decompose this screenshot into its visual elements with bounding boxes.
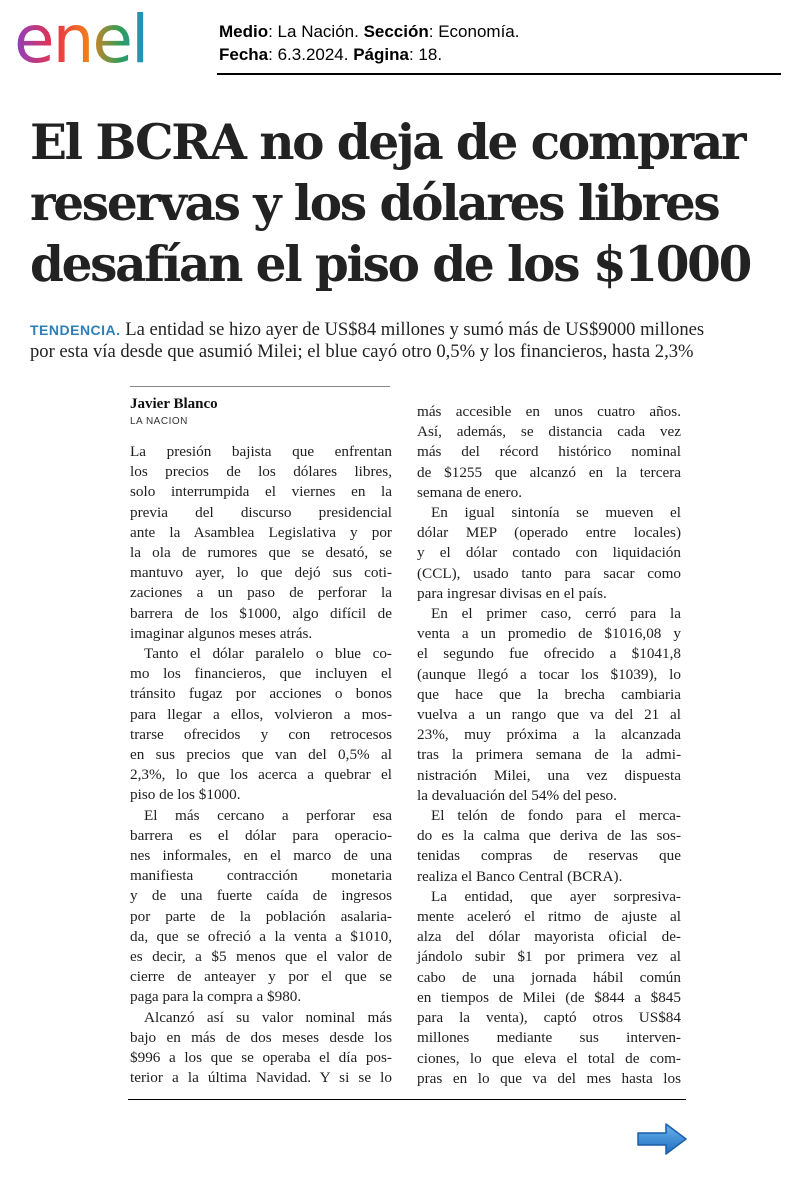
body-line: previa del discurso presidencial	[130, 503, 392, 521]
seccion-value: : Economía.	[428, 22, 520, 41]
body-line: y de una fuerte caída de ingresos	[130, 887, 392, 905]
body-line: en sus precios que van del 0,5% al	[130, 746, 392, 764]
article-deck	[30, 319, 790, 362]
body-line: $996 a los que se operaba el día pos-	[130, 1049, 392, 1067]
body-line: que hace que la brecha cambiaria	[417, 685, 681, 703]
body-line: nes informales, en el marco de una	[130, 847, 392, 865]
body-line: (CCL), usado tanto para sacar como	[417, 564, 681, 582]
body-line: tras la primera semana de la admi-	[417, 746, 681, 764]
medio-value: : La Nación.	[268, 22, 364, 41]
body-line: 2,3%, lo que los acerca a quebrar el	[130, 766, 392, 784]
body-line: piso de los $1000.	[130, 786, 241, 804]
body-line: de $1255 que alcanzó en la tercera	[417, 463, 681, 481]
body-line: Así, además, se distancia cada vez	[417, 423, 681, 441]
body-line: mo los financieros, que incluyen el	[130, 665, 392, 683]
body-line: (aunque llegó a tocar los $1039), lo	[417, 665, 681, 683]
body-line: venta a un promedio de $1016,08 y	[417, 625, 681, 643]
deck-line: por esta vía desde que asumió Milei; el blue cayó otro 0,5% y los financieros, hasta 2,3%	[30, 341, 694, 362]
body-line: por parte de la población asalaria-	[130, 907, 392, 925]
body-line: El telón de fondo para el merca-	[431, 807, 681, 825]
body-line: millones mediante sus interven-	[417, 1029, 681, 1047]
body-line: mente aceleró el ritmo de ajuste al	[417, 908, 681, 926]
body-line: do es la calma que deriva de las sos-	[417, 827, 681, 845]
article-bottom-divider	[128, 1099, 686, 1100]
fecha-label: Fecha	[219, 45, 269, 64]
article-headline	[30, 112, 790, 295]
body-line: la devaluación del 54% del peso.	[417, 786, 617, 804]
body-line: pras en lo que va del mes hasta los	[417, 1069, 681, 1087]
body-line: barrera de los $1000, algo difícil de	[130, 604, 392, 622]
body-line: da, que se ofreció a la venta a $1010,	[130, 927, 392, 945]
meta-line-1	[219, 20, 519, 43]
body-line: es decir, a $5 menos que el valor de	[130, 948, 392, 966]
body-line: más accesible en unos cuatro años.	[417, 403, 681, 420]
body-line: jándolo subir $1 por primera vez al	[417, 948, 681, 966]
body-line: y el dólar contado con liquidación	[417, 544, 681, 562]
body-line: imaginar algunos meses atrás.	[130, 624, 313, 642]
body-line: Tanto el dólar paralelo o blue co-	[144, 645, 392, 663]
arrow-right-shape	[638, 1124, 686, 1154]
fecha-value: : 6.3.2024.	[268, 45, 354, 64]
body-line: cabo de una jornada hábil común	[417, 968, 681, 986]
article-column-1	[130, 442, 392, 1089]
body-line: realiza el Banco Central (BCRA).	[417, 867, 623, 885]
body-line: alza del dólar mayorista oficial de-	[417, 928, 681, 946]
body-line: el segundo fue ofrecido a $1041,8	[417, 645, 681, 663]
body-line: cierre de anteayer y por el que se	[130, 968, 392, 986]
body-line: paga para la compra a $980.	[130, 988, 302, 1006]
enel-logo	[14, 4, 190, 70]
meta-line-2	[219, 43, 519, 66]
header-divider	[217, 73, 781, 75]
deck-line	[30, 319, 790, 341]
body-line: mantuvo ayer, lo que dejó sus coti-	[130, 564, 392, 582]
article-column-2	[417, 402, 681, 1089]
enel-logo-text: enel	[14, 4, 148, 70]
body-line: La presión bajista que enfrentan	[130, 443, 392, 460]
body-line: para llegar a ellos, volvieron a mos-	[130, 705, 392, 723]
pagina-value: : 18.	[408, 45, 443, 64]
body-line: semana de enero.	[417, 483, 522, 501]
pagina-label: Página	[353, 45, 409, 64]
body-line: barrera es el dólar para operacio-	[130, 826, 392, 844]
body-line: tenidas compras de reservas que	[417, 847, 681, 865]
body-line: para la venta), captó otros US$84	[417, 1009, 681, 1027]
body-line: para ingresar divisas en el país.	[417, 584, 607, 602]
headline-line: reservas y los dólares libres	[30, 175, 719, 232]
headline-line: desafían el piso de los $1000	[30, 236, 751, 293]
body-line: manifiesta contracción monetaria	[130, 867, 392, 885]
body-line: trarse ofrecidos y con retrocesos	[130, 725, 392, 743]
body-line: terior a la última Navidad. Y si se lo	[130, 1069, 392, 1087]
deck-kicker: TENDENCIA.	[30, 322, 121, 338]
body-line: en tiempos de Milei (de $844 a $845	[417, 988, 681, 1006]
body-line: más del récord histórico nominal	[417, 443, 681, 461]
headline-line: El BCRA no deja de comprar	[30, 114, 745, 171]
body-line: La entidad, que ayer sorpresiva-	[431, 887, 681, 905]
body-line: zaciones a un paso de perforar la	[130, 584, 392, 602]
deck-text-1: La entidad se hizo ayer de US$84 millones y sumó más de US$9000 millones	[120, 319, 705, 340]
body-line: vuelva a un rango que va del 21 al	[417, 706, 681, 724]
body-line: bajo en más de dos meses desde los	[130, 1028, 392, 1046]
body-line: El más cercano a perforar esa	[144, 806, 392, 824]
body-line: nistración Milei, una vez dispuesta	[417, 766, 681, 784]
seccion-label: Sección	[363, 22, 429, 41]
body-line: Alcanzó así su valor nominal más	[144, 1008, 392, 1026]
body-line: En igual sintonía se mueven el	[431, 504, 681, 522]
body-line: la ola de rumores que se desató, se	[130, 544, 392, 562]
body-line: ante la Asamblea Legislativa y por	[130, 523, 392, 541]
clipping-metadata	[219, 20, 519, 66]
medio-label: Medio	[219, 22, 269, 41]
byline-divider	[130, 386, 390, 387]
body-line: los precios de los dólares libres,	[130, 463, 392, 481]
author-name: Javier Blanco	[130, 396, 218, 412]
body-line: solo interrumpida el viernes en la	[130, 483, 392, 501]
arrow-right-icon[interactable]	[636, 1122, 688, 1156]
body-line: ciones, lo que eleva el total de com-	[417, 1049, 681, 1067]
body-line: dólar MEP (operado entre locales)	[417, 524, 681, 542]
body-line: 23%, muy próxima a la alcanzada	[417, 726, 681, 744]
body-line: tránsito fugaz por acciones o bonos	[130, 685, 392, 703]
body-line: En el primer caso, cerró para la	[431, 605, 681, 623]
author-source: LA NACION	[130, 416, 188, 427]
